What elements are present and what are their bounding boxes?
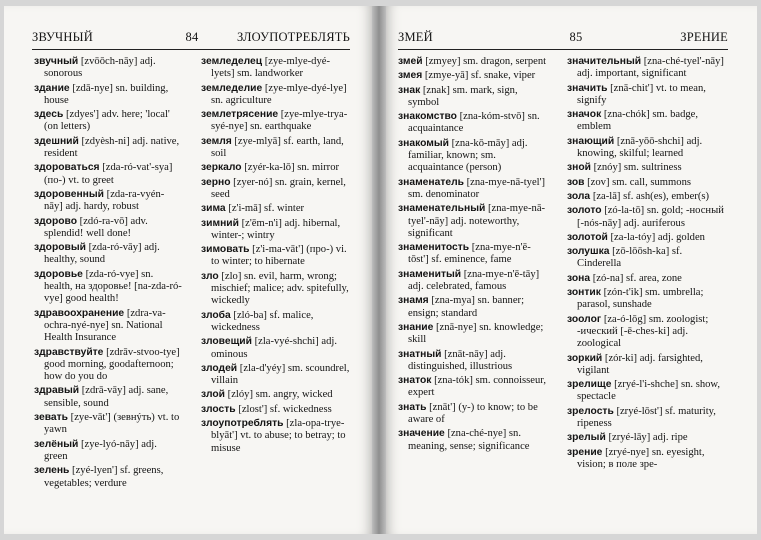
entry-headword: знающий	[567, 135, 615, 147]
entry-headword: золушка	[567, 246, 610, 258]
entry-definition: [zón-t'ik] sm. umbrella; parasol, sunshade	[577, 287, 704, 311]
dictionary-entry	[34, 347, 182, 384]
dictionary-entry	[398, 402, 548, 427]
entry-definition: [zmyey] sm. dragon, serpent	[425, 56, 547, 67]
entry-headword: зима	[201, 203, 226, 215]
entry-definition: [zyer-nó] sn. grain, kernel, seed	[211, 176, 346, 200]
dictionary-entry	[398, 322, 548, 347]
dictionary-entry	[201, 177, 351, 202]
entry-definition: [zdyes'] adv. here; 'local' (on letters)	[44, 109, 170, 133]
entry-headword: зелень	[34, 465, 70, 477]
left-page-header	[32, 30, 350, 48]
entry-headword: змея	[398, 70, 423, 82]
entry-headword: зной	[567, 162, 591, 174]
entry-definition: [znā-yōō-shchi] adj. knowing, skilful; learned	[577, 135, 703, 160]
entry-headword: знаменитость	[398, 242, 470, 254]
entry-headword: зона	[567, 272, 591, 284]
entry-headword: зонтик	[567, 287, 601, 299]
entry-definition: [zye-mlye-trya-syé-nye] sn. earthquake	[211, 109, 348, 133]
dictionary-entry	[398, 349, 548, 374]
entry-definition: [zdrā-vāy] adj. sane, sensible, sound	[44, 385, 169, 409]
entry-headword: злой	[201, 389, 226, 401]
entry-definition: [zryé-lōst'] sf. maturity, ripeness	[577, 405, 716, 430]
entry-headword: зло	[201, 270, 219, 282]
entry-definition: [zna-kō-māy] adj. familiar, known; sm. acquaintance (person)	[408, 137, 528, 174]
entry-headword: зелёный	[34, 438, 79, 450]
dictionary-entry	[398, 375, 548, 400]
entry-headword: зловещий	[201, 336, 252, 348]
entry-headword: золотой	[567, 231, 608, 243]
entry-definition: [z'i-mā] sf. winter	[228, 203, 305, 215]
entry-headword: здорово	[34, 215, 78, 227]
entry-definition: [znāt-nāy] adj. distinguished, illustrious	[408, 348, 513, 372]
dictionary-entry	[398, 428, 548, 453]
left-page-column-2	[201, 56, 351, 457]
entry-definition: [zryé-lāy] adj. ripe	[608, 432, 688, 444]
dictionary-entry	[34, 242, 182, 267]
dictionary-entry	[201, 136, 351, 161]
dictionary-entry	[567, 406, 727, 431]
dictionary-entry	[398, 85, 548, 110]
entry-definition: [zna-mye-n'ē-tōst'] sf. eminence, fame	[408, 242, 531, 266]
entry-definition: [za-la-tóy] adj. golden	[610, 231, 705, 243]
right-page-header	[398, 30, 728, 48]
entry-headword: злоба	[201, 309, 231, 321]
entry-definition: [zna-ché-tyel'-nāy] adj. important, significant	[577, 56, 724, 80]
right-header-first-word: ЗМЕЙ	[398, 30, 433, 44]
dictionary-entry	[567, 232, 727, 244]
entry-headword: зрелище	[567, 379, 612, 391]
entry-headword: здоровье	[34, 268, 83, 280]
entry-headword: знаменатель	[398, 176, 464, 188]
entry-headword: знак	[398, 84, 421, 96]
entry-headword: значок	[567, 109, 602, 121]
right-page-column-1	[398, 56, 548, 455]
dictionary-entry	[201, 310, 351, 335]
dictionary-entry	[34, 385, 182, 410]
dictionary-entry	[201, 363, 351, 388]
dictionary-entry	[567, 109, 727, 134]
entry-headword: зерно	[201, 176, 231, 188]
dictionary-entry	[201, 109, 351, 134]
dictionary-entry	[34, 162, 182, 187]
entry-headword: земледелец	[201, 56, 263, 67]
entry-headword: зеркало	[201, 162, 242, 174]
entry-definition: [zye-mlyā] sf. earth, land, soil	[211, 135, 344, 160]
dictionary-entry	[567, 246, 727, 271]
entry-definition: [z'ēm-n'i] adj. hibernal, winter-; wintry	[211, 217, 341, 241]
entry-definition: [za-lā] sf. ash(es), ember(s)	[592, 190, 710, 202]
right-page	[386, 6, 757, 534]
entry-definition: [znóy] sm. sultriness	[593, 162, 682, 174]
dictionary-entry	[567, 273, 727, 285]
dictionary-entry	[201, 336, 351, 361]
entry-definition: [zló-ba] sf. malice, wickedness	[211, 309, 314, 333]
entry-headword: зимовать	[201, 244, 250, 256]
entry-definition: [zye-lyó-nāy] adj. green	[44, 438, 157, 462]
entry-definition: [zvōōch-nāy] adj. sonorous	[44, 56, 156, 80]
dictionary-entry	[201, 271, 351, 308]
entry-definition: [zryé-nye] sn. eyesight, vision; в поле зре-	[577, 446, 705, 470]
entry-headword: зола	[567, 190, 591, 202]
dictionary-entry	[201, 162, 351, 174]
entry-definition: [zlo] sn. evil, harm, wrong; mischief; malice; adv. spitefully, wickedly	[211, 270, 349, 307]
dictionary-entry	[201, 389, 351, 401]
entry-definition: [znā-chit'] vt. to mean, signify	[577, 82, 706, 106]
dictionary-entry	[34, 136, 182, 161]
left-page	[4, 6, 372, 534]
entry-headword: землетрясение	[201, 109, 279, 121]
entry-definition: [zdó-ra-vō] adv. splendid! well done!	[44, 215, 148, 239]
entry-headword: здешний	[34, 135, 79, 147]
entry-headword: знаменитый	[398, 268, 462, 280]
entry-headword: здравствуйте	[34, 346, 104, 358]
dictionary-entry	[34, 189, 182, 214]
left-header-first-word: ЗВУЧНЫЙ	[32, 30, 93, 44]
dictionary-entry	[398, 177, 548, 202]
dictionary-entry	[567, 447, 727, 472]
dictionary-entry	[567, 83, 727, 108]
entry-headword: зрелость	[567, 405, 614, 417]
entry-definition: [zdrāv-stvoo-tye] good morning, goodafternoon; how do you do	[44, 346, 180, 383]
dictionary-entry	[398, 269, 548, 294]
entry-definition: [z'i-ma-vāt'] (про-) vi. to winter; to hibernate	[211, 244, 347, 268]
entry-headword: змей	[398, 56, 423, 67]
entry-headword: здравый	[34, 385, 80, 397]
dictionary-entry	[201, 83, 351, 108]
right-header-last-word: ЗРЕНИЕ	[680, 30, 728, 44]
entry-definition: [zye-vāt'] (зевнýть) vt. to yawn	[44, 412, 180, 436]
entry-definition: [zna-mye-nā-tyel'-nāy] adj. noteworthy, significant	[408, 203, 546, 239]
entry-headword: здесь	[34, 109, 64, 121]
entry-definition: [zna-ché-nye] sn. meaning, sense; significance	[408, 428, 530, 452]
entry-definition: [zna-mye-n'ē-tāy] adj. celebrated, famous	[408, 268, 540, 293]
left-header-last-word: ЗЛОУПОТРЕБЛЯТЬ	[237, 30, 350, 44]
entry-headword: знатный	[398, 348, 442, 360]
entry-definition: [zdra-va-ochra-nyé-nye] sn. National Health Insurance	[44, 307, 166, 344]
entry-headword: знамя	[398, 295, 429, 307]
entry-headword: зимний	[201, 217, 239, 229]
dictionary-entry	[34, 216, 182, 241]
dictionary-entry	[34, 56, 182, 81]
entry-headword: знакомство	[398, 111, 457, 123]
entry-definition: [zna-mya] sn. banner; ensign; standard	[408, 295, 525, 319]
entry-definition: [za-ó-lōg] sm. zoologist; -ический [-ē-ches-ki] adj. zoological	[577, 313, 709, 350]
entry-headword: здравоохранение	[34, 307, 125, 319]
dictionary-entry	[567, 379, 727, 404]
dictionary-entry	[34, 308, 182, 345]
dictionary-entry	[567, 136, 727, 161]
entry-definition: [zó-la-tō] sn. gold; -носный [-nós-nāy] adj. auriferous	[577, 205, 724, 229]
dictionary-entry	[398, 295, 548, 320]
entry-headword: знаменательный	[398, 203, 486, 215]
entry-definition: [zlost'] sf. wickedness	[238, 403, 332, 415]
entry-definition: [znak] sm. mark, sign, symbol	[408, 84, 518, 108]
entry-definition: [zdā-nye] sn. building, house	[44, 82, 169, 106]
entry-headword: зрелый	[567, 432, 606, 444]
dictionary-entry	[567, 56, 727, 81]
entry-definition: [znāt'] (у-) to know; to be aware of	[408, 401, 538, 426]
entry-headword: здоровенный	[34, 188, 105, 200]
dictionary-entry	[398, 70, 548, 82]
dictionary-entry	[34, 412, 182, 437]
dictionary-entry	[398, 111, 548, 136]
dictionary-entry	[201, 56, 351, 81]
entry-headword: знакомый	[398, 137, 449, 149]
entry-definition: [zda-ró-vat'-sya] (по-) vt. to greet	[44, 162, 173, 186]
dictionary-entry	[567, 353, 727, 378]
entry-headword: знать	[398, 401, 427, 413]
dictionary-entry	[34, 83, 182, 108]
entry-headword: зевать	[34, 412, 69, 424]
entry-headword: значительный	[567, 56, 642, 67]
dictionary-entry	[398, 242, 548, 267]
dictionary-entry	[567, 205, 727, 230]
entry-definition: [zda-ró-vye] sn. health, на здоровье! [na-zda-ró-vye] good health!	[44, 268, 182, 305]
entry-definition: [zryé-l'i-shche] sn. show, spectacle	[577, 379, 721, 403]
entry-definition: [zla-d'yéy] sm. scoundrel, villain	[211, 362, 350, 387]
dictionary-entry	[201, 418, 351, 455]
right-page-column-2	[567, 56, 727, 473]
entry-headword: земля	[201, 135, 232, 147]
entry-definition: [zla-opa-trye-blyāt'] vt. to abuse; to betray; to misuse	[211, 418, 346, 454]
entry-headword: золото	[567, 205, 602, 217]
entry-definition: [znā-nye] sn. knowledge; skill	[408, 321, 544, 346]
entry-headword: зоркий	[567, 352, 603, 364]
entry-headword: земледелие	[201, 82, 263, 94]
entry-headword: знание	[398, 321, 434, 333]
left-header-rule	[32, 49, 350, 50]
left-page-number: 84	[185, 30, 199, 44]
right-page-number: 85	[569, 30, 583, 44]
dictionary-entry	[34, 269, 182, 306]
dictionary-entry	[398, 203, 548, 240]
entry-definition: [zye-mlye-dyé-lye] sn. agriculture	[211, 82, 347, 106]
entry-headword: значение	[398, 428, 445, 440]
dictionary-entry	[201, 203, 351, 215]
entry-definition: [zye-mlye-dyé-lyets] sm. landworker	[211, 56, 331, 80]
entry-definition: [zna-kóm-stvō] sn. acquaintance	[408, 111, 540, 135]
dictionary-entry	[567, 162, 727, 174]
dictionary-entry	[398, 56, 548, 68]
dictionary-entry	[201, 244, 351, 269]
entry-headword: знаток	[398, 375, 432, 387]
entry-definition: [zla-vyé-shchi] adj. ominous	[211, 336, 337, 360]
entry-headword: злоупотреблять	[201, 418, 284, 430]
right-header-rule	[398, 49, 728, 50]
entry-headword: зрение	[567, 446, 603, 458]
entry-definition: [zda-ra-vyén-nāy] adj. hardy, robust	[44, 188, 165, 213]
dictionary-entry	[567, 287, 727, 312]
dictionary-entry	[34, 439, 182, 464]
dictionary-entry	[567, 177, 727, 189]
dictionary-entry	[201, 218, 351, 243]
dictionary-entry	[34, 465, 182, 490]
dictionary-entry	[567, 314, 727, 351]
entry-definition: [zó-na] sf. area, zone	[592, 272, 682, 284]
entry-definition: [zyér-ka-lō] sn. mirror	[244, 162, 340, 174]
entry-headword: здороваться	[34, 162, 100, 174]
dictionary-entry	[567, 432, 727, 444]
entry-definition: [zov] sm. call, summons	[587, 176, 692, 188]
left-page-column-1	[34, 56, 182, 492]
entry-definition: [zō-lōōsh-ka] sf. Cinderella	[577, 246, 683, 270]
dictionary-entry	[567, 191, 727, 203]
entry-definition: [zlóy] sm. angry, wicked	[227, 389, 333, 401]
entry-headword: зов	[567, 176, 585, 188]
entry-definition: [zna-chók] sm. badge, emblem	[577, 109, 699, 133]
entry-headword: звучный	[34, 56, 79, 67]
dictionary-entry	[201, 404, 351, 416]
entry-definition: [zna-mye-nā-tyel'] sm. denominator	[408, 176, 546, 200]
book-gutter	[372, 6, 386, 534]
entry-definition: [zna-tók] sm. connoisseur, expert	[408, 375, 547, 399]
entry-definition: [zyé-lyen'] sf. greens, vegetables; verdure	[44, 465, 164, 489]
entry-definition: [zór-ki] adj. farsighted, vigilant	[577, 352, 703, 376]
entry-definition: [zdyèsh-ni] adj. native, resident	[44, 135, 180, 160]
entry-headword: злость	[201, 403, 236, 415]
dictionary-entry	[398, 138, 548, 175]
entry-headword: зоолог	[567, 313, 602, 325]
entry-headword: значить	[567, 82, 608, 94]
entry-definition: [zda-ró-vāy] adj. healthy, sound	[44, 242, 160, 266]
entry-headword: здание	[34, 82, 70, 94]
dictionary-entry	[34, 109, 182, 134]
entry-definition: [zmye-yā] sf. snake, viper	[424, 70, 536, 82]
entry-headword: злодей	[201, 362, 238, 374]
entry-headword: здоровый	[34, 242, 86, 254]
